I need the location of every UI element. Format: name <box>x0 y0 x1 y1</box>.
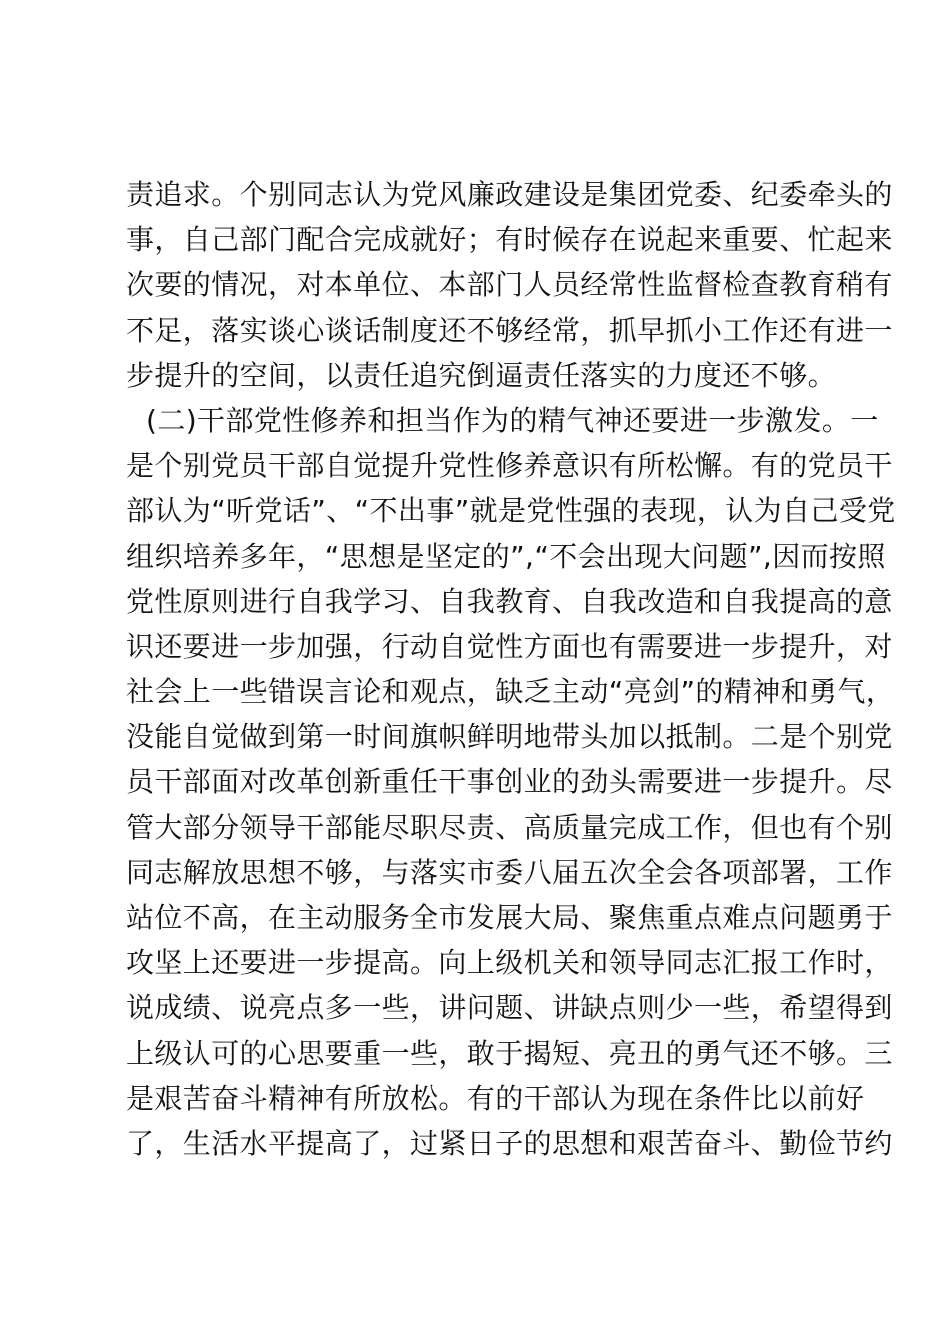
text-line: 次要的情况，对本单位、本部门人员经常性监督检查教育稍有 <box>126 268 893 302</box>
text-line: 不足，落实谈心谈话制度还不够经常，抓早抓小工作还有进一 <box>126 313 893 347</box>
text-line: 说成绩、说亮点多一些，讲问题、讲缺点则少一些，希望得到 <box>126 991 893 1025</box>
text-line: 站位不高，在主动服务全市发展大局、聚焦重点难点问题勇于 <box>126 901 893 934</box>
section-heading-line: (二)干部党性修养和担当作为的精气神还要进一步激发。一 <box>146 403 879 437</box>
text-line: 事，自己部门配合完成就好；有时候存在说起来重要、忙起来 <box>126 223 893 257</box>
text-line: 识还要进一步加强，行动自觉性方面也有需要进一步提升，对 <box>126 629 893 663</box>
text-line: 同志解放思想不够，与落实市委八届五次全会各项部署，工作 <box>126 855 893 889</box>
text-line: 是个别党员干部自觉提升党性修养意识有所松懈。有的党员干 <box>126 449 893 483</box>
text-line: 没能自觉做到第一时间旗帜鲜明地带头加以抵制。二是个别党 <box>126 720 893 754</box>
text-line: 攻坚上还要进一步提高。向上级机关和领导同志汇报工作时， <box>126 946 893 980</box>
text-line: 党性原则进行自我学习、自我教育、自我改造和自我提高的意 <box>126 584 893 618</box>
text-line: 员干部面对改革创新重任干事创业的劲头需要进一步提升。尽 <box>126 765 893 799</box>
text-line: 管大部分领导干部能尽职尽责、高质量完成工作，但也有个别 <box>126 810 893 844</box>
text-line: 部认为“听党话”、“不出事”就是党性强的表现，认为自己受党 <box>126 494 896 528</box>
body-text <box>126 172 896 1166</box>
text-line: 是艰苦奋斗精神有所放松。有的干部认为现在条件比以前好 <box>126 1081 865 1115</box>
text-line: 组织培养多年，“思想是坚定的”,“不会出现大问题”,因而按照 <box>126 539 886 573</box>
text-line: 上级认可的心思要重一些，敢于揭短、亮丑的勇气还不够。三 <box>126 1036 893 1070</box>
text-line: 步提升的空间，以责任追究倒逼责任落实的力度还不够。 <box>126 358 837 392</box>
text-line: 社会上一些错误言论和观点，缺乏主动“亮剑”的精神和勇气， <box>126 675 895 709</box>
text-line: 了，生活水平提高了，过紧日子的思想和艰苦奋斗、勤俭节约 <box>126 1126 893 1160</box>
text-line: 责追求。个别同志认为党风廉政建设是集团党委、纪委牵头的 <box>126 178 893 211</box>
